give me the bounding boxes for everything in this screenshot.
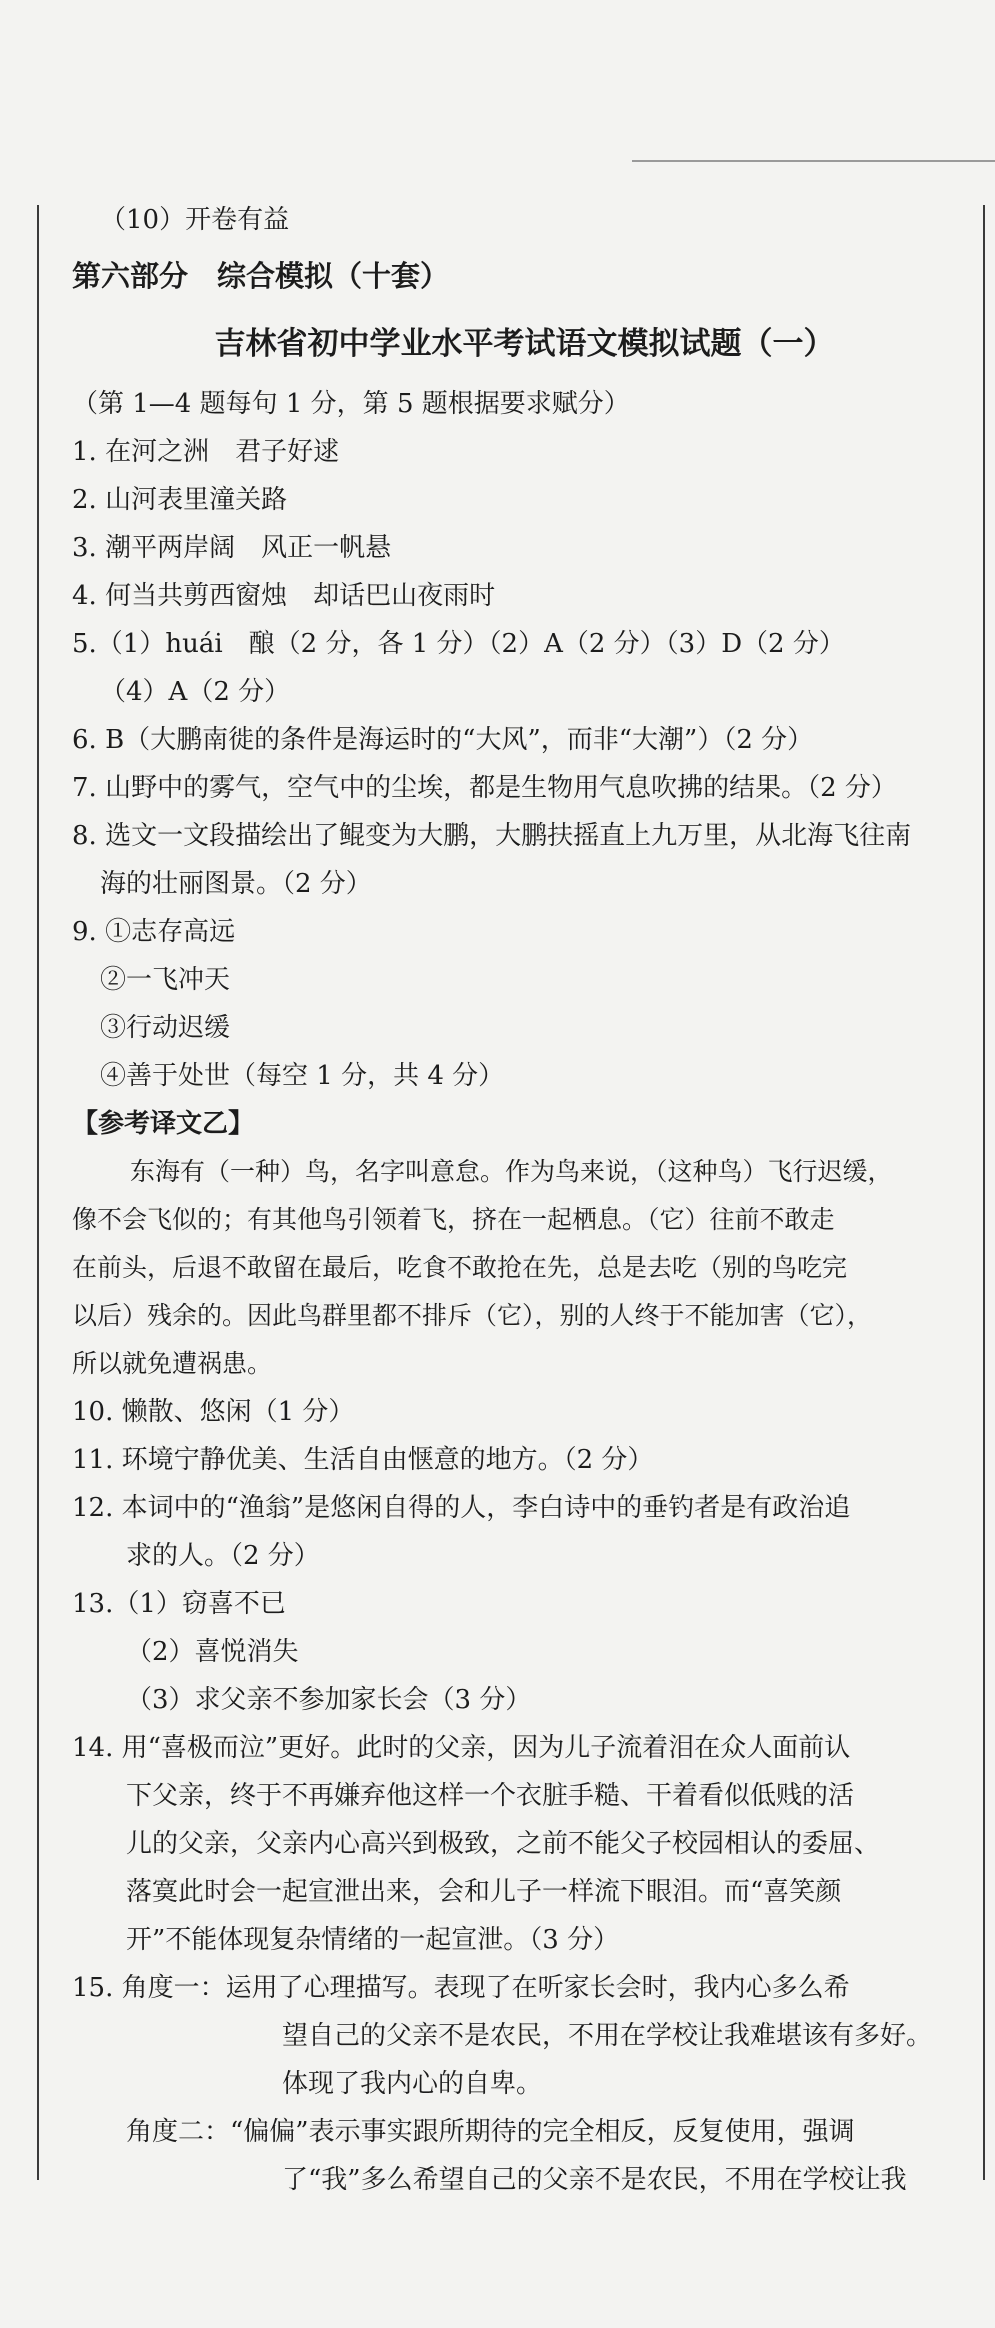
translation-line: 所以就免遭祸患。 <box>72 1349 273 1378</box>
answer-8-cont: 海的壮丽图景。（2 分） <box>100 869 372 899</box>
answer-14-cont: 落寞此时会一起宣泄出来，会和儿子一样流下眼泪。而“喜笑颜 <box>126 1877 842 1907</box>
reference-translation-title: 【参考译文乙】 <box>72 1109 255 1139</box>
answer-15-cont: 体现了我内心的自卑。 <box>282 2069 543 2099</box>
text-line: （10）开卷有益 <box>100 205 290 235</box>
answer-8: 8. 选文一文段描绘出了鲲变为大鹏，大鹏扶摇直上九万里，从北海飞往南 <box>72 821 912 851</box>
answer-14-cont: 下父亲，终于不再嫌弃他这样一个衣脏手糙、干着看似低贱的活 <box>126 1781 855 1811</box>
scoring-note: （第 1—4 题每句 1 分，第 5 题根据要求赋分） <box>72 389 630 419</box>
answer-6: 6. B（大鹏南徙的条件是海运时的“大风”，而非“大潮”）（2 分） <box>72 725 814 755</box>
answer-12: 12. 本词中的“渔翁”是悠闲自得的人，李白诗中的垂钓者是有政治追 <box>72 1493 851 1523</box>
header-rule <box>632 160 995 162</box>
answer-13: 13.（1）窃喜不已 <box>72 1589 286 1619</box>
answer-12-cont: 求的人。（2 分） <box>126 1541 320 1571</box>
answer-15-cont: 望自己的父亲不是农民，不用在学校让我难堪该有多好。 <box>282 2021 933 2051</box>
answer-9-item: ③行动迟缓 <box>100 1013 231 1043</box>
translation-line: 像不会飞似的；有其他鸟引领着飞，挤在一起栖息。（它）往前不敢走 <box>72 1205 835 1234</box>
answer-15-angle-2: 角度二：“偏偏”表示事实跟所期待的完全相反，反复使用，强调 <box>126 2117 855 2147</box>
answer-5: 5.（1）huái 酿（2 分，各 1 分）（2）A（2 分）（3）D（2 分） <box>72 629 845 659</box>
answer-14-cont: 开”不能体现复杂情绪的一起宣泄。（3 分） <box>126 1925 620 1955</box>
paper-title: 吉林省初中学业水平考试语文模拟试题（一） <box>214 326 835 362</box>
answer-1: 1. 在河之洲 君子好逑 <box>72 437 340 467</box>
answer-4: 4. 何当共剪西窗烛 却话巴山夜雨时 <box>72 581 496 611</box>
answer-7: 7. 山野中的雾气，空气中的尘埃，都是生物用气息吹拂的结果。（2 分） <box>72 773 897 803</box>
translation-line: 在前头，后退不敢留在最后，吃食不敢抢在先，总是去吃（别的鸟吃完 <box>72 1253 848 1282</box>
answer-15-cont: 了“我”多么希望自己的父亲不是农民，不用在学校让我 <box>282 2165 907 2195</box>
answer-14-cont: 儿的父亲，父亲内心高兴到极致，之前不能父子校园相认的委屈、 <box>126 1829 881 1859</box>
answer-page <box>72 196 977 2204</box>
section-title: 第六部分 综合模拟（十套） <box>72 259 450 293</box>
right-margin-rule <box>983 205 985 2180</box>
answer-10: 10. 懒散、悠闲（1 分） <box>72 1397 355 1427</box>
answer-11: 11. 环境宁静优美、生活自由惬意的地方。（2 分） <box>72 1445 654 1475</box>
answer-3: 3. 潮平两岸阔 风正一帆悬 <box>72 533 392 563</box>
left-margin-rule <box>37 205 39 2180</box>
translation-line: 以后）残余的。因此鸟群里都不排斥（它），别的人终于不能加害（它）， <box>72 1301 873 1330</box>
answer-15: 15. 角度一：运用了心理描写。表现了在听家长会时，我内心多么希 <box>72 1973 850 2003</box>
answer-9-item: ②一飞冲天 <box>100 965 231 995</box>
answer-9-item: ④善于处世（每空 1 分，共 4 分） <box>100 1061 505 1091</box>
answer-2: 2. 山河表里潼关路 <box>72 485 288 515</box>
answer-9: 9. ①志存高远 <box>72 917 236 947</box>
answer-14: 14. 用“喜极而泣”更好。此时的父亲，因为儿子流着泪在众人面前认 <box>72 1733 851 1763</box>
answer-13-item: （3）求父亲不参加家长会（3 分） <box>126 1685 532 1715</box>
answer-5-cont: （4）A（2 分） <box>100 677 291 707</box>
answer-13-item: （2）喜悦消失 <box>126 1637 299 1667</box>
translation-line: 东海有（一种）鸟，名字叫意怠。作为鸟来说，（这种鸟）飞行迟缓， <box>130 1157 893 1186</box>
